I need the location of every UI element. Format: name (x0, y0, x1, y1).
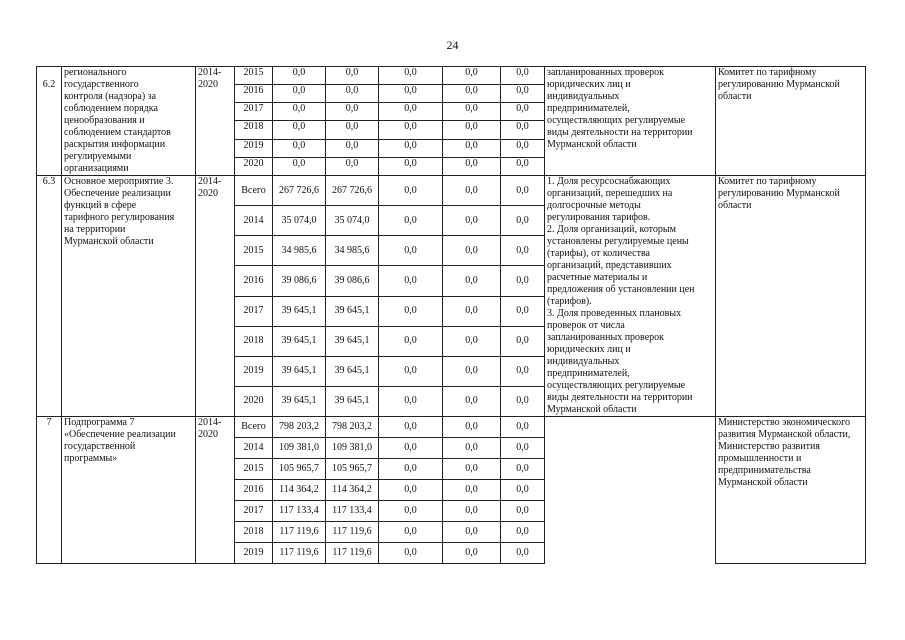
item-period: 2014- 2020 (196, 176, 235, 417)
indicator-line: (тарифы), от количества (547, 248, 650, 259)
funding-value: 0,0 (443, 157, 501, 175)
funding-value: 0,0 (326, 121, 379, 139)
indicator-line: виды деятельности на территории (547, 392, 693, 403)
year-cell: 2015 (235, 236, 273, 266)
funding-value: 0,0 (379, 206, 443, 236)
year-cell: 2018 (235, 326, 273, 356)
funding-value: 0,0 (379, 157, 443, 175)
item-name-line: соблюдением стандартов (64, 127, 171, 138)
funding-value: 0,0 (379, 176, 443, 206)
funding-value: 0,0 (379, 85, 443, 103)
funding-value: 117 119,6 (326, 543, 379, 564)
year-cell: 2020 (235, 157, 273, 175)
indicator-line: юридических лиц и (547, 79, 631, 90)
item-name-line: государственной (64, 441, 136, 452)
funding-value: 0,0 (501, 417, 545, 438)
indicator-line: виды деятельности на территории (547, 127, 693, 138)
year-cell: Всего (235, 417, 273, 438)
year-cell: 2019 (235, 543, 273, 564)
indicator-line: организаций, перешедших на (547, 188, 673, 199)
item-name-line: функций в сфере (64, 200, 137, 211)
indicator-line: осуществляющих регулируемые (547, 115, 686, 126)
indicator-line: Мурманской области (547, 139, 637, 150)
funding-value: 267 726,6 (273, 176, 326, 206)
funding-value: 798 203,2 (326, 417, 379, 438)
year-cell: Всего (235, 176, 273, 206)
funding-value: 0,0 (443, 236, 501, 266)
year-cell: 2015 (235, 67, 273, 85)
funding-value: 0,0 (501, 176, 545, 206)
funding-value: 117 133,4 (273, 501, 326, 522)
funding-value: 35 074,0 (326, 206, 379, 236)
funding-value: 0,0 (326, 157, 379, 175)
indicator-line: организаций, представивших (547, 260, 672, 271)
executor-cell: Комитет по тарифному регулированию Мурманской области (716, 176, 866, 417)
funding-value: 0,0 (501, 501, 545, 522)
funding-value: 39 645,1 (326, 326, 379, 356)
funding-value: 39 645,1 (326, 296, 379, 326)
funding-value: 0,0 (501, 206, 545, 236)
funding-value: 0,0 (501, 459, 545, 480)
funding-value: 0,0 (326, 139, 379, 157)
indicator-line: индивидуальных (547, 91, 620, 102)
funding-value: 0,0 (379, 296, 443, 326)
funding-value: 117 119,6 (273, 522, 326, 543)
indicator-line: осуществляющих регулируемые (547, 380, 686, 391)
year-cell: 2016 (235, 480, 273, 501)
year-cell: 2020 (235, 386, 273, 416)
funding-value: 0,0 (443, 522, 501, 543)
funding-value: 0,0 (379, 386, 443, 416)
year-cell: 2019 (235, 139, 273, 157)
funding-value: 0,0 (379, 67, 443, 85)
funding-value: 0,0 (443, 356, 501, 386)
item-name (62, 67, 196, 176)
funding-value: 105 965,7 (273, 459, 326, 480)
program-table (36, 66, 866, 564)
item-period: 2014- 2020 (196, 417, 235, 564)
year-cell: 2017 (235, 501, 273, 522)
funding-value: 117 119,6 (273, 543, 326, 564)
funding-value: 0,0 (501, 103, 545, 121)
funding-value: 0,0 (443, 296, 501, 326)
year-cell: 2017 (235, 103, 273, 121)
funding-value: 0,0 (379, 356, 443, 386)
funding-value: 117 119,6 (326, 522, 379, 543)
funding-value: 39 645,1 (273, 386, 326, 416)
executor-cell: Комитет по тарифному регулированию Мурманской области (716, 67, 866, 176)
funding-value: 0,0 (443, 266, 501, 296)
item-name-line: Основное мероприятие 3. (64, 176, 174, 187)
funding-value: 105 965,7 (326, 459, 379, 480)
item-number: 7 (37, 417, 62, 564)
item-name-line: тарифного регулирования (64, 212, 175, 223)
item-name-line: ценообразования и (64, 115, 145, 126)
indicator-line: предпринимателей, (547, 103, 630, 114)
funding-value: 39 645,1 (273, 326, 326, 356)
item-name (62, 176, 196, 417)
indicator-line: проверок от числа (547, 320, 625, 331)
indicator-line: предпринимателей, (547, 368, 630, 379)
indicator-cell (545, 417, 716, 564)
table-body (37, 67, 866, 564)
year-cell: 2018 (235, 522, 273, 543)
funding-value: 0,0 (379, 417, 443, 438)
funding-value: 0,0 (379, 266, 443, 296)
funding-value: 0,0 (501, 438, 545, 459)
funding-value: 39 086,6 (273, 266, 326, 296)
funding-value: 0,0 (443, 543, 501, 564)
funding-value: 0,0 (501, 266, 545, 296)
item-name-line: государственного (64, 79, 139, 90)
funding-value: 0,0 (379, 522, 443, 543)
funding-value: 0,0 (379, 139, 443, 157)
year-cell: 2014 (235, 438, 273, 459)
table-row (37, 417, 866, 438)
funding-value: 0,0 (501, 67, 545, 85)
year-cell: 2017 (235, 296, 273, 326)
item-name-line: Обеспечение реализации (64, 188, 171, 199)
funding-value: 39 645,1 (326, 386, 379, 416)
funding-value: 0,0 (379, 121, 443, 139)
funding-value: 0,0 (273, 103, 326, 121)
funding-value: 0,0 (443, 121, 501, 139)
funding-value: 0,0 (379, 326, 443, 356)
executor-cell: Министерство экономического развития Мурманской области, Министерство развития промышленности и предпринимательства Мурманской области (716, 417, 866, 564)
table-row (37, 67, 866, 85)
item-name (62, 417, 196, 564)
indicator-line: предложения об установлении цен (547, 284, 695, 295)
funding-value: 39 086,6 (326, 266, 379, 296)
funding-value: 34 985,6 (326, 236, 379, 266)
funding-value: 109 381,0 (326, 438, 379, 459)
item-name-line: контроля (надзора) за (64, 91, 157, 102)
funding-value: 0,0 (443, 417, 501, 438)
item-name-line: Мурманской области (64, 236, 154, 247)
year-cell: 2015 (235, 459, 273, 480)
item-number: 6.2 (37, 67, 62, 176)
indicator-line: 1. Доля ресурсоснабжающих (547, 176, 671, 187)
indicator-line: долгосрочные методы (547, 200, 641, 211)
funding-value: 0,0 (379, 438, 443, 459)
funding-value: 0,0 (501, 326, 545, 356)
item-name-line: на территории (64, 224, 126, 235)
funding-value: 0,0 (443, 386, 501, 416)
indicator-line: (тарифов). (547, 296, 592, 307)
funding-value: 0,0 (501, 386, 545, 416)
item-number: 6.3 (37, 176, 62, 417)
item-name-line: организациями (64, 163, 129, 174)
year-cell: 2014 (235, 206, 273, 236)
funding-value: 0,0 (443, 139, 501, 157)
funding-value: 117 133,4 (326, 501, 379, 522)
funding-value: 0,0 (501, 121, 545, 139)
funding-value: 0,0 (443, 326, 501, 356)
indicator-line: индивидуальных (547, 356, 620, 367)
funding-value: 0,0 (443, 480, 501, 501)
page-number: 24 (446, 38, 459, 52)
indicator-line: Мурманской области (547, 404, 637, 415)
indicator-line: 3. Доля проведенных плановых (547, 308, 682, 319)
funding-value: 39 645,1 (273, 296, 326, 326)
funding-value: 39 645,1 (326, 356, 379, 386)
funding-value: 0,0 (379, 501, 443, 522)
funding-value: 0,0 (443, 85, 501, 103)
year-cell: 2018 (235, 121, 273, 139)
funding-value: 114 364,2 (273, 480, 326, 501)
item-name-line: Подпрограмма 7 (64, 417, 135, 428)
indicator-line: юридических лиц и (547, 344, 631, 355)
funding-value: 0,0 (326, 103, 379, 121)
funding-value: 0,0 (326, 85, 379, 103)
funding-value: 0,0 (443, 501, 501, 522)
funding-value: 0,0 (501, 522, 545, 543)
item-period: 2014- 2020 (196, 67, 235, 176)
funding-value: 267 726,6 (326, 176, 379, 206)
item-name-line: регионального (64, 67, 127, 78)
funding-value: 0,0 (379, 543, 443, 564)
funding-value: 0,0 (501, 236, 545, 266)
funding-value: 0,0 (379, 103, 443, 121)
indicator-line: установлены регулируемые цены (547, 236, 689, 247)
year-cell: 2019 (235, 356, 273, 386)
funding-value: 109 381,0 (273, 438, 326, 459)
indicator-cell (545, 67, 716, 176)
indicator-cell (545, 176, 716, 417)
funding-value: 0,0 (273, 121, 326, 139)
funding-value: 39 645,1 (273, 356, 326, 386)
indicator-line: расчетные материалы и (547, 272, 648, 283)
funding-value: 0,0 (443, 103, 501, 121)
funding-value: 0,0 (501, 543, 545, 564)
funding-value: 0,0 (443, 206, 501, 236)
funding-value: 798 203,2 (273, 417, 326, 438)
funding-value: 0,0 (273, 139, 326, 157)
funding-value: 0,0 (379, 236, 443, 266)
item-name-line: «Обеспечение реализации (64, 429, 176, 440)
funding-value: 0,0 (273, 85, 326, 103)
funding-value: 0,0 (443, 67, 501, 85)
funding-value: 0,0 (501, 296, 545, 326)
funding-value: 35 074,0 (273, 206, 326, 236)
indicator-line: запланированных проверок (547, 332, 665, 343)
funding-value: 0,0 (501, 157, 545, 175)
funding-value: 0,0 (443, 176, 501, 206)
year-cell: 2016 (235, 85, 273, 103)
funding-value: 0,0 (273, 157, 326, 175)
funding-value: 0,0 (379, 459, 443, 480)
indicator-line: запланированных проверок (547, 67, 665, 78)
funding-value: 0,0 (379, 480, 443, 501)
year-cell: 2016 (235, 266, 273, 296)
funding-value: 0,0 (326, 67, 379, 85)
funding-value: 0,0 (501, 85, 545, 103)
item-name-line: регулируемыми (64, 151, 132, 162)
item-name-line: соблюдением порядка (64, 103, 158, 114)
item-name-line: программы» (64, 453, 118, 464)
funding-value: 0,0 (443, 459, 501, 480)
funding-value: 0,0 (501, 356, 545, 386)
table-row (37, 176, 866, 206)
funding-value: 0,0 (273, 67, 326, 85)
item-name-line: раскрытия информации (64, 139, 166, 150)
funding-value: 0,0 (443, 438, 501, 459)
funding-value: 0,0 (501, 480, 545, 501)
indicator-line: регулирования тарифов. (547, 212, 651, 223)
funding-value: 34 985,6 (273, 236, 326, 266)
funding-value: 114 364,2 (326, 480, 379, 501)
funding-value: 0,0 (501, 139, 545, 157)
indicator-line: 2. Доля организаций, которым (547, 224, 676, 235)
